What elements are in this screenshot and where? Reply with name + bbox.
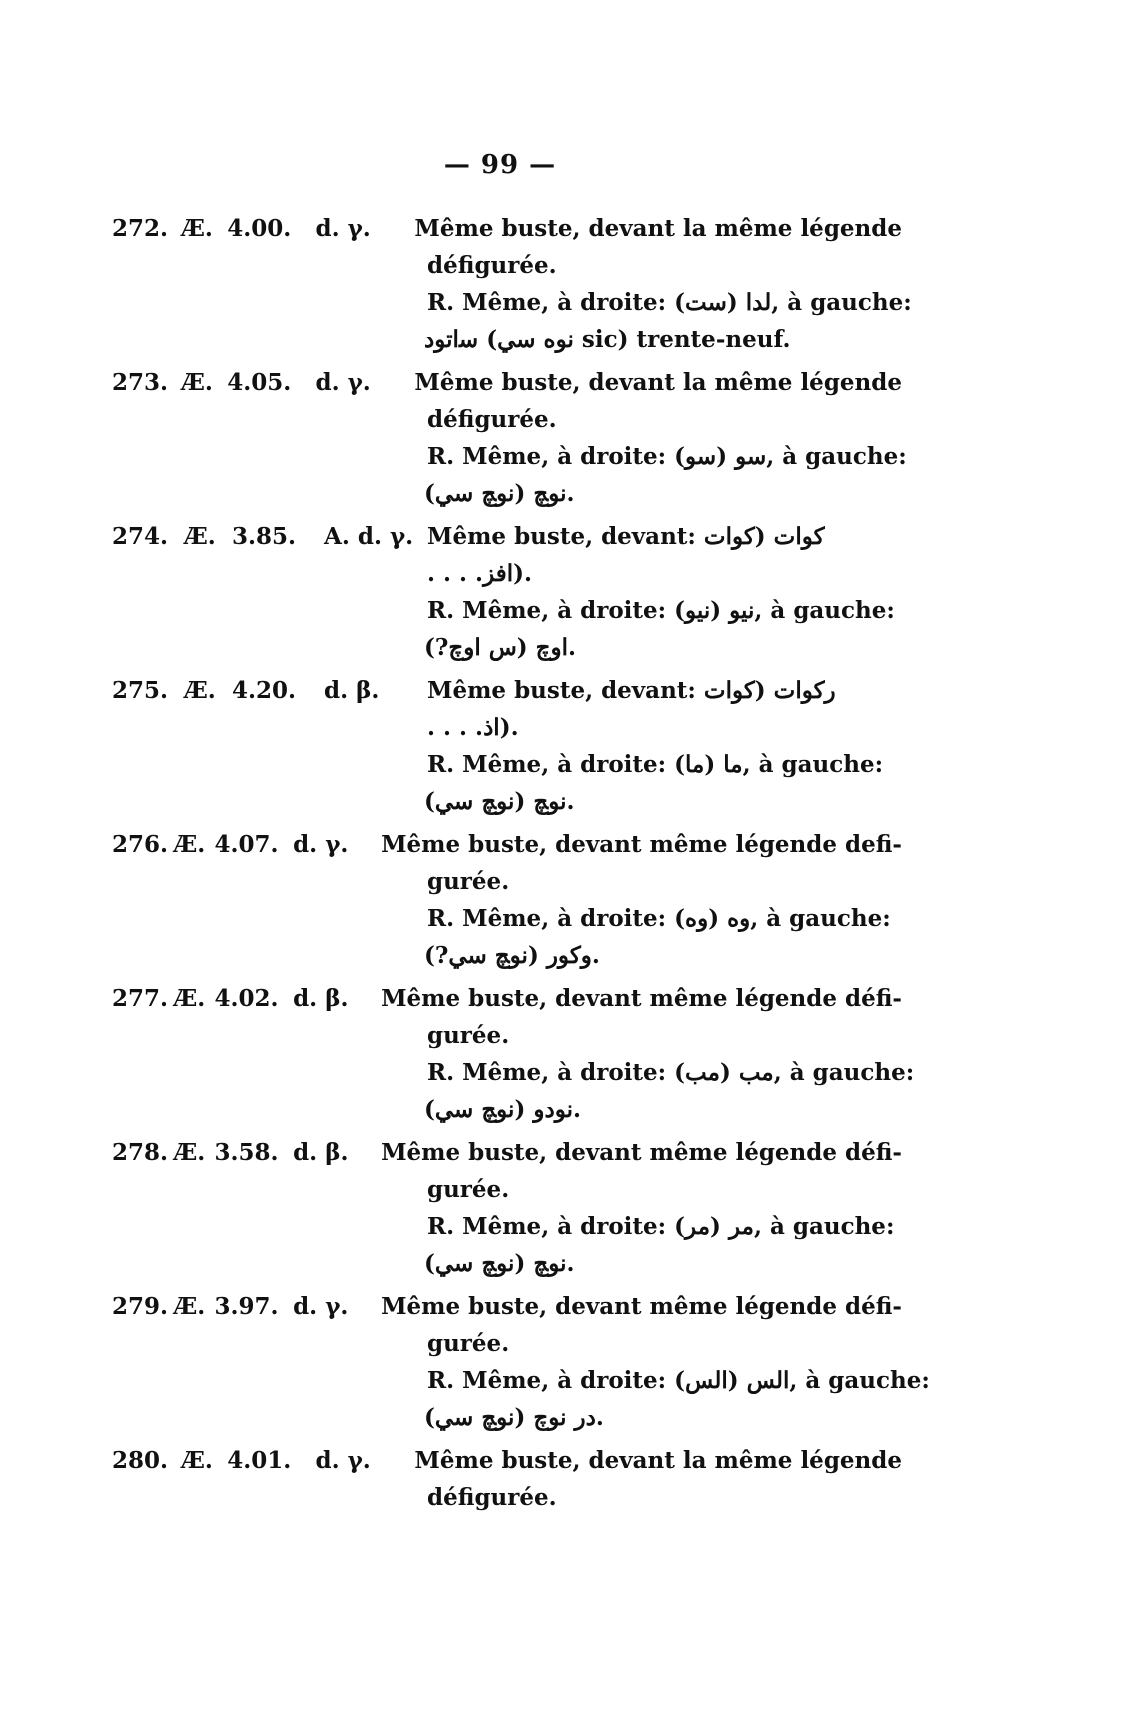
entry-number: 272. (112, 215, 169, 242)
description-line: gurée. (427, 868, 510, 895)
reverse-legend-line: ﻭﻛﻮﺭ (ﻧﻮﭻ ﺳﻲ?). (424, 942, 600, 969)
entry-mark: d. γ. (293, 831, 349, 858)
entry-weight: 3.58. (214, 1139, 279, 1166)
reverse-description-line: R. Même, à droite: ﻣﺮ (ﻣﺮ), à gauche: (427, 1213, 895, 1240)
entry-weight: 4.07. (214, 831, 279, 858)
reverse-legend-line: ﺩﺭ ﻧﻮﭺ (ﻧﻮﭻ ﺳﻲ). (424, 1404, 604, 1431)
metal-symbol: Æ. (181, 369, 213, 396)
metal-symbol: Æ. (173, 1139, 206, 1166)
reverse-legend-line: ﻧﻮﭻ (ﻧﻮﭻ ﺳﻲ). (424, 480, 575, 507)
entry-header-line (112, 215, 902, 252)
entry-weight: 4.05. (227, 369, 292, 396)
entry-header-line (112, 1293, 902, 1330)
reverse-description-line: R. Même, à droite: ﻟﺪﺍ (ﺳﺖ), à gauche: (427, 289, 912, 316)
entry-header-line (112, 985, 902, 1022)
entry-header-line (112, 1139, 902, 1176)
entry-mark: d. γ. (293, 1293, 349, 1320)
metal-symbol: Æ. (184, 677, 216, 704)
entry-mark: d. β. (293, 985, 349, 1012)
reverse-legend-line: ﺍﻭﭺ (ﺱ ﺍﻭﭺ?). (424, 634, 577, 661)
description-line: Même buste, devant: ﻛﻮﺍﺕ (ﻛﻮﺍﺕ (427, 523, 825, 550)
entry-number: 273. (112, 369, 169, 396)
reverse-description-line: R. Même, à droite: ﺳﻮ (ﺳﻮ), à gauche: (427, 443, 907, 470)
entry-weight: 4.02. (214, 985, 279, 1012)
reverse-legend-line: ﻧﻮﭻ (ﻧﻮﭻ ﺳﻲ). (424, 788, 575, 815)
metal-symbol: Æ. (173, 985, 206, 1012)
metal-symbol: Æ. (173, 831, 206, 858)
description-line: défigurée. (427, 252, 557, 279)
description-line: gurée. (427, 1176, 510, 1203)
reverse-legend-line: ﻧﻮﭻ (ﻧﻮﭻ ﺳﻲ). (424, 1250, 575, 1277)
entry-mark: d. β. (293, 1139, 349, 1166)
description-line: . . . .ﺍﺫ). (427, 714, 519, 741)
catalogue-entry-277 (112, 985, 915, 1133)
entry-number: 276. (112, 831, 169, 858)
catalogue-entry-279 (112, 1293, 930, 1441)
description-line: . . . .ﺍﻓﺰ). (427, 560, 533, 587)
reverse-description-line: R. Même, à droite: ﻭﻩ (ﻭﻩ), à gauche: (427, 905, 891, 932)
entry-weight: 3.97. (214, 1293, 279, 1320)
reverse-description-line: R. Même, à droite: ﻣﺐ (ﻣﺐ), à gauche: (427, 1059, 915, 1086)
entry-header-line (112, 677, 902, 714)
metal-symbol: Æ. (181, 1447, 213, 1474)
entry-header-line (112, 523, 902, 560)
catalogue-entry-273 (112, 369, 907, 517)
description-line: Même buste, devant même légende défi- (381, 985, 902, 1012)
page-number: — 99 — (443, 150, 557, 180)
description-line: Même buste, devant la même légende (414, 215, 902, 242)
entry-header-line (112, 1447, 902, 1484)
reverse-description-line: R. Même, à droite: ﻧﻴﻮ (ﻧﻴﻮ), à gauche: (427, 597, 895, 624)
entry-weight: 4.01. (227, 1447, 292, 1474)
description-line: Même buste, devant même légende defi- (381, 831, 902, 858)
entry-number: 277. (112, 985, 169, 1012)
description-line: gurée. (427, 1330, 510, 1357)
catalogue-entries (112, 215, 930, 1527)
description-line: Même buste, devant la même légende (414, 369, 902, 396)
entry-header-line (112, 831, 902, 868)
catalogue-entry-274 (112, 523, 902, 671)
entry-weight: 3.85. (232, 523, 297, 550)
entry-number: 279. (112, 1293, 169, 1320)
description-line: défigurée. (427, 406, 557, 433)
reverse-description-line: R. Même, à droite: ﺍﻟﺲ (ﺍﻟﺲ), à gauche: (427, 1367, 930, 1394)
entry-mark: d. β. (324, 677, 380, 704)
description-line: Même buste, devant même légende défi- (381, 1293, 902, 1320)
metal-symbol: Æ. (181, 215, 213, 242)
entry-weight: 4.20. (232, 677, 297, 704)
entry-number: 280. (112, 1447, 169, 1474)
entry-mark: d. γ. (315, 1447, 371, 1474)
catalogue-entry-280 (112, 1447, 902, 1521)
entry-mark: d. γ. (315, 369, 371, 396)
entry-header-line (112, 369, 902, 406)
entry-mark: A. d. γ. (324, 523, 414, 550)
entry-weight: 4.00. (227, 215, 292, 242)
description-line: Même buste, devant la même légende (414, 1447, 902, 1474)
catalogue-entry-272 (112, 215, 912, 363)
reverse-legend-line: ﻧﻮﺩﻭ (ﻧﻮﭻ ﺳﻲ). (424, 1096, 581, 1123)
metal-symbol: Æ. (184, 523, 216, 550)
entry-number: 275. (112, 677, 169, 704)
metal-symbol: Æ. (173, 1293, 206, 1320)
entry-mark: d. γ. (315, 215, 371, 242)
reverse-legend-line: ﺳﺍﺗﻮﺩ (ﻧﻮﻩ ﺳﻲ sic) trente-neuf. (424, 326, 791, 353)
description-line: gurée. (427, 1022, 510, 1049)
description-line: Même buste, devant: ﺭﻛﻮﺍﺕ (ﻛﻮﺍﺕ (427, 677, 836, 704)
catalogue-entry-275 (112, 677, 902, 825)
entry-number: 278. (112, 1139, 169, 1166)
catalogue-entry-276 (112, 831, 902, 979)
catalogue-entry-278 (112, 1139, 902, 1287)
description-line: défigurée. (427, 1484, 557, 1511)
reverse-description-line: R. Même, à droite: ﻣﺎ (ﻣﺎ), à gauche: (427, 751, 884, 778)
entry-number: 274. (112, 523, 169, 550)
description-line: Même buste, devant même légende défi- (381, 1139, 902, 1166)
